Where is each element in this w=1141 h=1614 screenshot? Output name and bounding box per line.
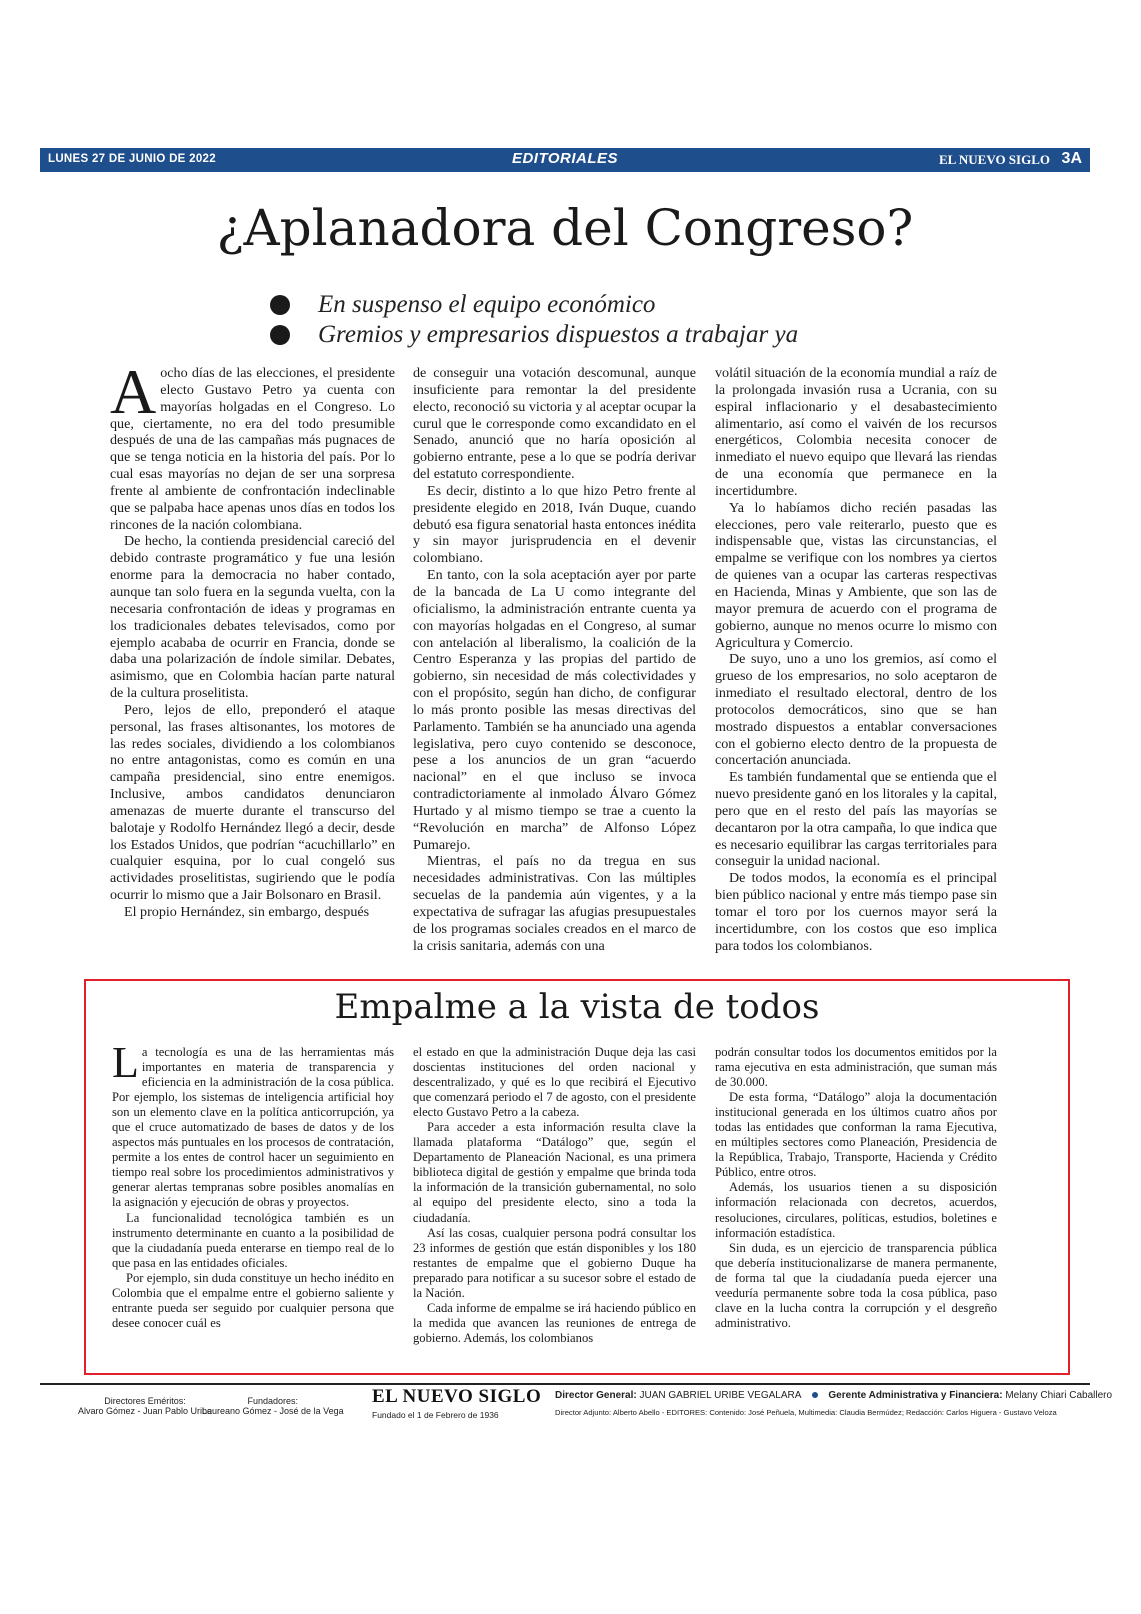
page-header-bar bbox=[40, 148, 1090, 172]
header-section: EDITORIALES bbox=[511, 150, 619, 167]
paragraph: El propio Hernández, sin embargo, después bbox=[124, 904, 370, 920]
paragraph: De todos modos, la economía es el principal bien público nacional y entre más tiempo pase sin tomar el toro por los cuernos mayor será la incertidumbre, con los costos que eso implica para todos los colombianos. bbox=[715, 870, 997, 954]
footer-director-line bbox=[555, 1390, 1112, 1401]
footer-emeritos bbox=[78, 1396, 212, 1416]
editorial-column-1 bbox=[110, 356, 395, 921]
footer-fundadores bbox=[202, 1396, 344, 1416]
bullet-dot-icon bbox=[270, 295, 290, 315]
paragraph: el estado en que la administración Duque deja las casi doscientas instituciones del orden nacional y descentralizado, y qué es lo que recibirá el Ejecutivo que comenzará periodo el 7 de agosto, con el presidente electo Gustavo Petro a la cabeza. bbox=[413, 1045, 696, 1120]
header-brand: EL NUEVO SIGLO bbox=[939, 152, 1050, 167]
paragraph: Así las cosas, cualquier persona podrá consultar los 23 informes de gestión que están disponibles y los 180 restantes de empalme que el gobierno Duque ha preparado para notificar a su sucesor sobre el estado de la Nación. bbox=[413, 1225, 696, 1300]
masthead-logo: EL NUEVO SIGLO bbox=[372, 1386, 542, 1407]
paragraph: De hecho, la contienda presidencial careció del debido contraste programático y fue una lesión enorme para la democracia no haber contado, aunque tan solo fuera en la segunda vuelta, con la necesaria confrontación de ideas y programas en los tradicionales debates televisados, como por ejemplo acababa de ocurrir en Francia, donde se daba una polarización de índole similar. Debates, asimismo, que en Colombia hacían parte natural de la cultura proselitista. bbox=[110, 533, 395, 702]
paragraph: De esta forma, “Datálogo” aloja la documentación institucional generada en los últimos cuatro años por todas las entidades que conforman la rama Ejecutiva, en múltiples sectores como Planeación, Presidencia de la República, Trabajo, Transporte, Hacienda y Crédito Público, entre otros. bbox=[715, 1090, 997, 1180]
director-label: Director General: bbox=[555, 1390, 637, 1401]
footer-names: Laureano Gómez - José de la Vega bbox=[202, 1406, 344, 1416]
paragraph: La tecnología es una de las herramientas más importantes en materia de transparencia y eficiencia en la administración de la cosa pública. Por ejemplo, los sistemas de inteligencia artificial hoy son un elemento clave en la política anticorrupción, ya que el cruce automatizado de bases de datos y de los aspectos más puntuales en los procesos de contratación, permite a los entes de control hacer un seguimiento en tiempo real sobre los procedimientos administrativos y generar alertas tempranas sobre posibles anomalías en la asignación y ejecución de obras y proyectos. bbox=[112, 1038, 394, 1210]
editorial-2-title: Empalme a la vista de todos bbox=[334, 987, 820, 1027]
header-page-number: 3A bbox=[1061, 150, 1082, 167]
drop-cap: A bbox=[110, 356, 157, 427]
editorial-2-column-3 bbox=[715, 1045, 997, 1331]
bullet-dot-icon bbox=[270, 325, 290, 345]
editorial-column-2 bbox=[413, 365, 696, 955]
paragraph: podrán consultar todos los documentos emitidos por la rama ejecutiva en esta administración, que suman más de 30.000. bbox=[715, 1045, 997, 1090]
paragraph: Aocho días de las elecciones, el presidente electo Gustavo Petro ya cuenta con mayorías holgadas en el Congreso. Lo que, ciertamente, no era del todo presumible después de una de las campañas más pugnaces de que se tenga noticia en la historia del país. Por lo cual esas mayorías no dejan de ser una sorpresa frente al ambiente de confrontación indeclinable que se palpaba hace apenas unos días en todos los rincones de la nación colombiana. bbox=[110, 356, 395, 533]
paragraph: Mientras, el país no da tregua en sus necesidades administrativas. Con las múltiples secuelas de la pandemia aún vigentes, y a la expectativa de sufragar las afugias presupuestales de los programas sociales creados en el marco de la crisis sanitaria, además con una bbox=[413, 853, 696, 954]
gerente-name: Melany Chiari Caballero bbox=[1005, 1390, 1113, 1401]
paragraph: Ya lo habíamos dicho recién pasadas las elecciones, pero vale reiterarlo, puesto que es indispensable que, vistas las circunstancias, el empalme se verifique con los nombres ya ciertos de quienes van a ocupar las carteras respectivas en Hacienda, Minas y Ambiente, que son las de mayor premura de acuerdo con el programa de gobierno, aunque no menos ocurre lo mismo con Agricultura y Comercio. bbox=[715, 499, 997, 651]
footer-label: Fundadores: bbox=[247, 1396, 299, 1406]
editorial-column-3 bbox=[715, 365, 997, 955]
footer-fundado: Fundado el 1 de Febrero de 1936 bbox=[372, 1410, 499, 1420]
director-name: JUAN GABRIEL URIBE VEGALARA bbox=[639, 1390, 801, 1401]
subtitle-text: Gremios y empresarios dispuestos a trabajar ya bbox=[318, 321, 799, 348]
paragraph: Además, los usuarios tienen a su disposición información relacionada con decretos, acuerdos, resoluciones, circulares, políticas, estudios, boletines e información estadística. bbox=[715, 1180, 997, 1240]
footer-label: Directores Eméritos: bbox=[104, 1396, 186, 1406]
editorial-2-column-2 bbox=[413, 1045, 696, 1346]
drop-cap: L bbox=[112, 1038, 139, 1087]
paragraph: Por ejemplo, sin duda constituye un hecho inédito en Colombia que el empalme entre el gobierno saliente y entrante pueda ser seguido por cualquier persona que desee conocer cuál es bbox=[112, 1270, 394, 1330]
footer-credits: Director Adjunto: Alberto Abello - EDITORES: Contenido: José Peñuela, Multimedia: Claudia Bermúdez; Redacción: Carlos Higuera - Gustavo Veloza bbox=[555, 1408, 1057, 1417]
footer-divider bbox=[40, 1383, 1090, 1385]
footer-names: Alvaro Gómez - Juan Pablo Uribe bbox=[78, 1406, 213, 1416]
paragraph: Sin duda, es un ejercicio de transparencia pública que debería institucionalizarse de manera permanente, de forma tal que la ciudadanía pueda ejercer una veeduría permanente sobre toda la cosa pública, paso clave en la lucha contra la corrupción y el desgreño administrativo. bbox=[715, 1240, 997, 1330]
editorial-2-column-1 bbox=[112, 1038, 394, 1331]
editorial-title: ¿Aplanadora del Congreso? bbox=[216, 199, 914, 257]
gerente-label: Gerente Administrativa y Financiera: bbox=[828, 1390, 1003, 1401]
paragraph: En tanto, con la sola aceptación ayer por parte de la bancada de La U como integrante del oficialismo, la administración entrante cuenta ya con mayorías holgadas en el Congreso, al sumar con antelación al liberalismo, la coalición de la Centro Esperanza y las propias del partido de gobierno, sin necesidad de más colectividades y con el propósito, según han dicho, de configurar lo más pronto posible las mesas directivas del Parlamento. También se ha anunciado una agenda legislativa, pero cuyo contenido se desconoce, pese a los anuncios de un gran “acuerdo nacional” en el que incluso se invoca contradictoriamente al inmolado Álvaro Gómez Hurtado y al mismo tiempo se trae a cuento la “Revolución en marcha” de Alfonso López Pumarejo. bbox=[413, 567, 696, 853]
paragraph: de conseguir una votación descomunal, aunque insuficiente para remontar la del presidente electo, reconoció su victoria y al aceptar ocupar la curul que le corresponde como excandidato en el Senado, anunció que no haría oposición al gobierno entrante, pese a lo que se podría derivar del estatuto correspondiente. bbox=[413, 365, 696, 483]
separator-dot-icon bbox=[812, 1392, 818, 1398]
header-date: LUNES 27 DE JUNIO DE 2022 bbox=[48, 153, 216, 165]
paragraph: volátil situación de la economía mundial a raíz de la prolongada invasión rusa a Ucrania, con su espiral inflacionario y el desabastecimiento alimentario, así como el vaivén de los recursos energéticos, Colombia necesita conocer de inmediato el nuevo equipo que llevará las riendas de una economía que permanece en la incertidumbre. bbox=[715, 365, 997, 499]
paragraph: Es decir, distinto a lo que hizo Petro frente al presidente elegido en 2018, Iván Duque, cuando debutó esa figura senatorial hasta entonces inédita y sin mayor jurisprudencia en el devenir colombiano. bbox=[413, 482, 696, 567]
paragraph: Cada informe de empalme se irá haciendo público en la medida que avancen las reuniones de entrega de gobierno. Además, los colombianos bbox=[413, 1300, 696, 1345]
subtitle-text: En suspenso el equipo económico bbox=[318, 291, 656, 318]
paragraph: De suyo, uno a uno los gremios, así como el grueso de los empresarios, no solo aceptaron de inmediato el resultado electoral, dentro de los protocolos democráticos, sino que se han mostrado dispuestos a entablar conversaciones con el gobierno electo dentro de la propuesta de concertación anunciada. bbox=[715, 651, 997, 769]
paragraph: Pero, lejos de ello, preponderó el ataque personal, las frases altisonantes, los motores de las redes sociales, dividiendo a los colombianos no entre antagonistas, como es común en una campaña presidencial, sino entre enemigos. Inclusive, ambos candidatos denunciaron amenazas de muerte durante el transcurso del balotaje y Rodolfo Hernández llegó a decir, desde los Estados Unidos, que podrían “acuchillarlo” en cualquier esquina, por lo cual congeló sus actividades proselitistas, sugiriendo que le podía ocurrir lo mismo que a Jair Bolsonaro en Brasil. bbox=[110, 701, 395, 904]
paragraph: Es también fundamental que se entienda que el nuevo presidente ganó en los litorales y la capital, pero que en el resto del país las mayorías se decantaron por la otra campaña, lo que indica que es necesario equilibrar las cargas territoriales para conseguir la unidad nacional. bbox=[715, 769, 997, 870]
paragraph: La funcionalidad tecnológica también es un instrumento determinante en cuanto a la posibilidad de que la ciudadanía pueda enterarse en tiempo real de lo que pasa en las entidades oficiales. bbox=[112, 1210, 394, 1270]
paragraph: Para acceder a esta información resulta clave la llamada plataforma “Datálogo” que, según el Departamento de Planeación Nacional, es una primera biblioteca digital de gestión y empalme que brinda toda la información de la transición gubernamental, no solo al equipo del presidente electo, sino a toda la ciudadanía. bbox=[413, 1120, 696, 1225]
